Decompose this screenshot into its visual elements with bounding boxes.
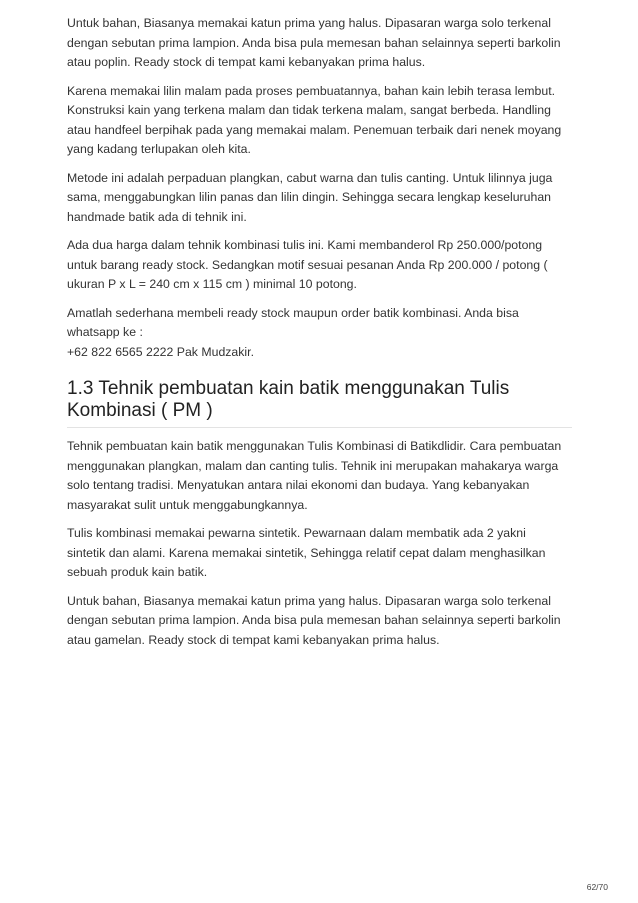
heading-line: 1.3 Tehnik pembuatan kain batik menggunakan Tulis	[67, 378, 510, 399]
text-line: Ada dua harga dalam tehnik kombinasi tulis ini. Kami membanderol Rp 250.000/potong	[67, 238, 543, 252]
section-heading	[67, 378, 572, 422]
text-line: dengan sebutan prima lampion. Anda bisa pula memesan bahan selainnya seperti barkolin	[67, 35, 561, 50]
paragraph-kontak	[67, 304, 572, 363]
paragraph-bahan-prima	[67, 14, 572, 73]
paragraph-harga	[67, 236, 572, 295]
text-line: atau handfeel berpihak pada yang memakai malam. Penemuan terbaik dari nenek moyang	[67, 122, 562, 137]
paragraph-tehnik-pembuatan	[67, 437, 572, 515]
text-line: handmade batik ada di tehnik ini.	[67, 209, 247, 224]
text-line: sebuah produk kain batik.	[67, 565, 208, 579]
text-line: sintetik dan alami. Karena memakai sintetik, Sehingga relatif cepat dalam menghasilkan	[67, 545, 546, 560]
paragraph-pewarna	[67, 524, 572, 583]
text-line: Konstruksi kain yang terkena malam dan tidak terkena malam, sangat berbeda. Handling	[67, 103, 551, 117]
text-line: atau gamelan. Ready stock di tempat kami kebanyakan prima halus.	[67, 632, 440, 647]
text-line: Tulis kombinasi memakai pewarna sintetik. Pewarnaan dalam membatik ada 2 yakni	[67, 526, 526, 540]
document-body	[67, 14, 572, 659]
page-number: 62/70	[586, 882, 608, 892]
heading-line: Kombinasi ( PM )	[67, 400, 213, 421]
text-line: untuk barang ready stock. Sedangkan motif sesuai pesanan Anda Rp 200.000 / potong (	[67, 257, 548, 272]
paragraph-lilin-malam	[67, 82, 572, 160]
text-line: menggunakan plangkan, malam dan canting tulis. Tehnik ini merupakan mahakarya warga	[67, 458, 559, 473]
text-line: Metode ini adalah perpaduan plangkan, cabut warna dan tulis canting. Untuk lilinnya juga	[67, 170, 553, 185]
text-line: +62 822 6565 2222 Pak Mudzakir.	[67, 344, 254, 359]
text-line: dengan sebutan prima lampion. Anda bisa pula memesan bahan selainnya seperti barkolin	[67, 613, 561, 627]
paragraph-metode	[67, 169, 572, 228]
text-line: atau poplin. Ready stock di tempat kami kebanyakan prima halus.	[67, 55, 426, 69]
text-line: solo tentang tradisi. Menyatukan antara nilai ekonomi dan budaya. Yang kebanyakan	[67, 478, 530, 492]
text-line: masyarakat sulit untuk menggabungkannya.	[67, 497, 308, 512]
text-line: Tehnik pembuatan kain batik menggunakan Tulis Kombinasi di Batikdlidir. Cara pembuatan	[67, 439, 562, 453]
text-line: Untuk bahan, Biasanya memakai katun prima yang halus. Dipasaran warga solo terkenal	[67, 593, 551, 608]
text-line: ukuran P x L = 240 cm x 115 cm ) minimal 10 potong.	[67, 277, 357, 291]
heading-divider	[67, 427, 572, 428]
text-line: whatsapp ke :	[67, 325, 143, 339]
text-line: sama, menggabungkan lilin panas dan lilin dingin. Sehingga secara lengkap keseluruhan	[67, 190, 552, 204]
text-line: yang kadang terlupakan oleh kita.	[67, 142, 251, 156]
text-line: Untuk bahan, Biasanya memakai katun prima yang halus. Dipasaran warga solo terkenal	[67, 16, 551, 30]
text-line: Amatlah sederhana membeli ready stock maupun order batik kombinasi. Anda bisa	[67, 305, 519, 320]
paragraph-bahan-gamelan	[67, 592, 572, 651]
text-line: Karena memakai lilin malam pada proses pembuatannya, bahan kain lebih terasa lembut.	[67, 83, 556, 98]
